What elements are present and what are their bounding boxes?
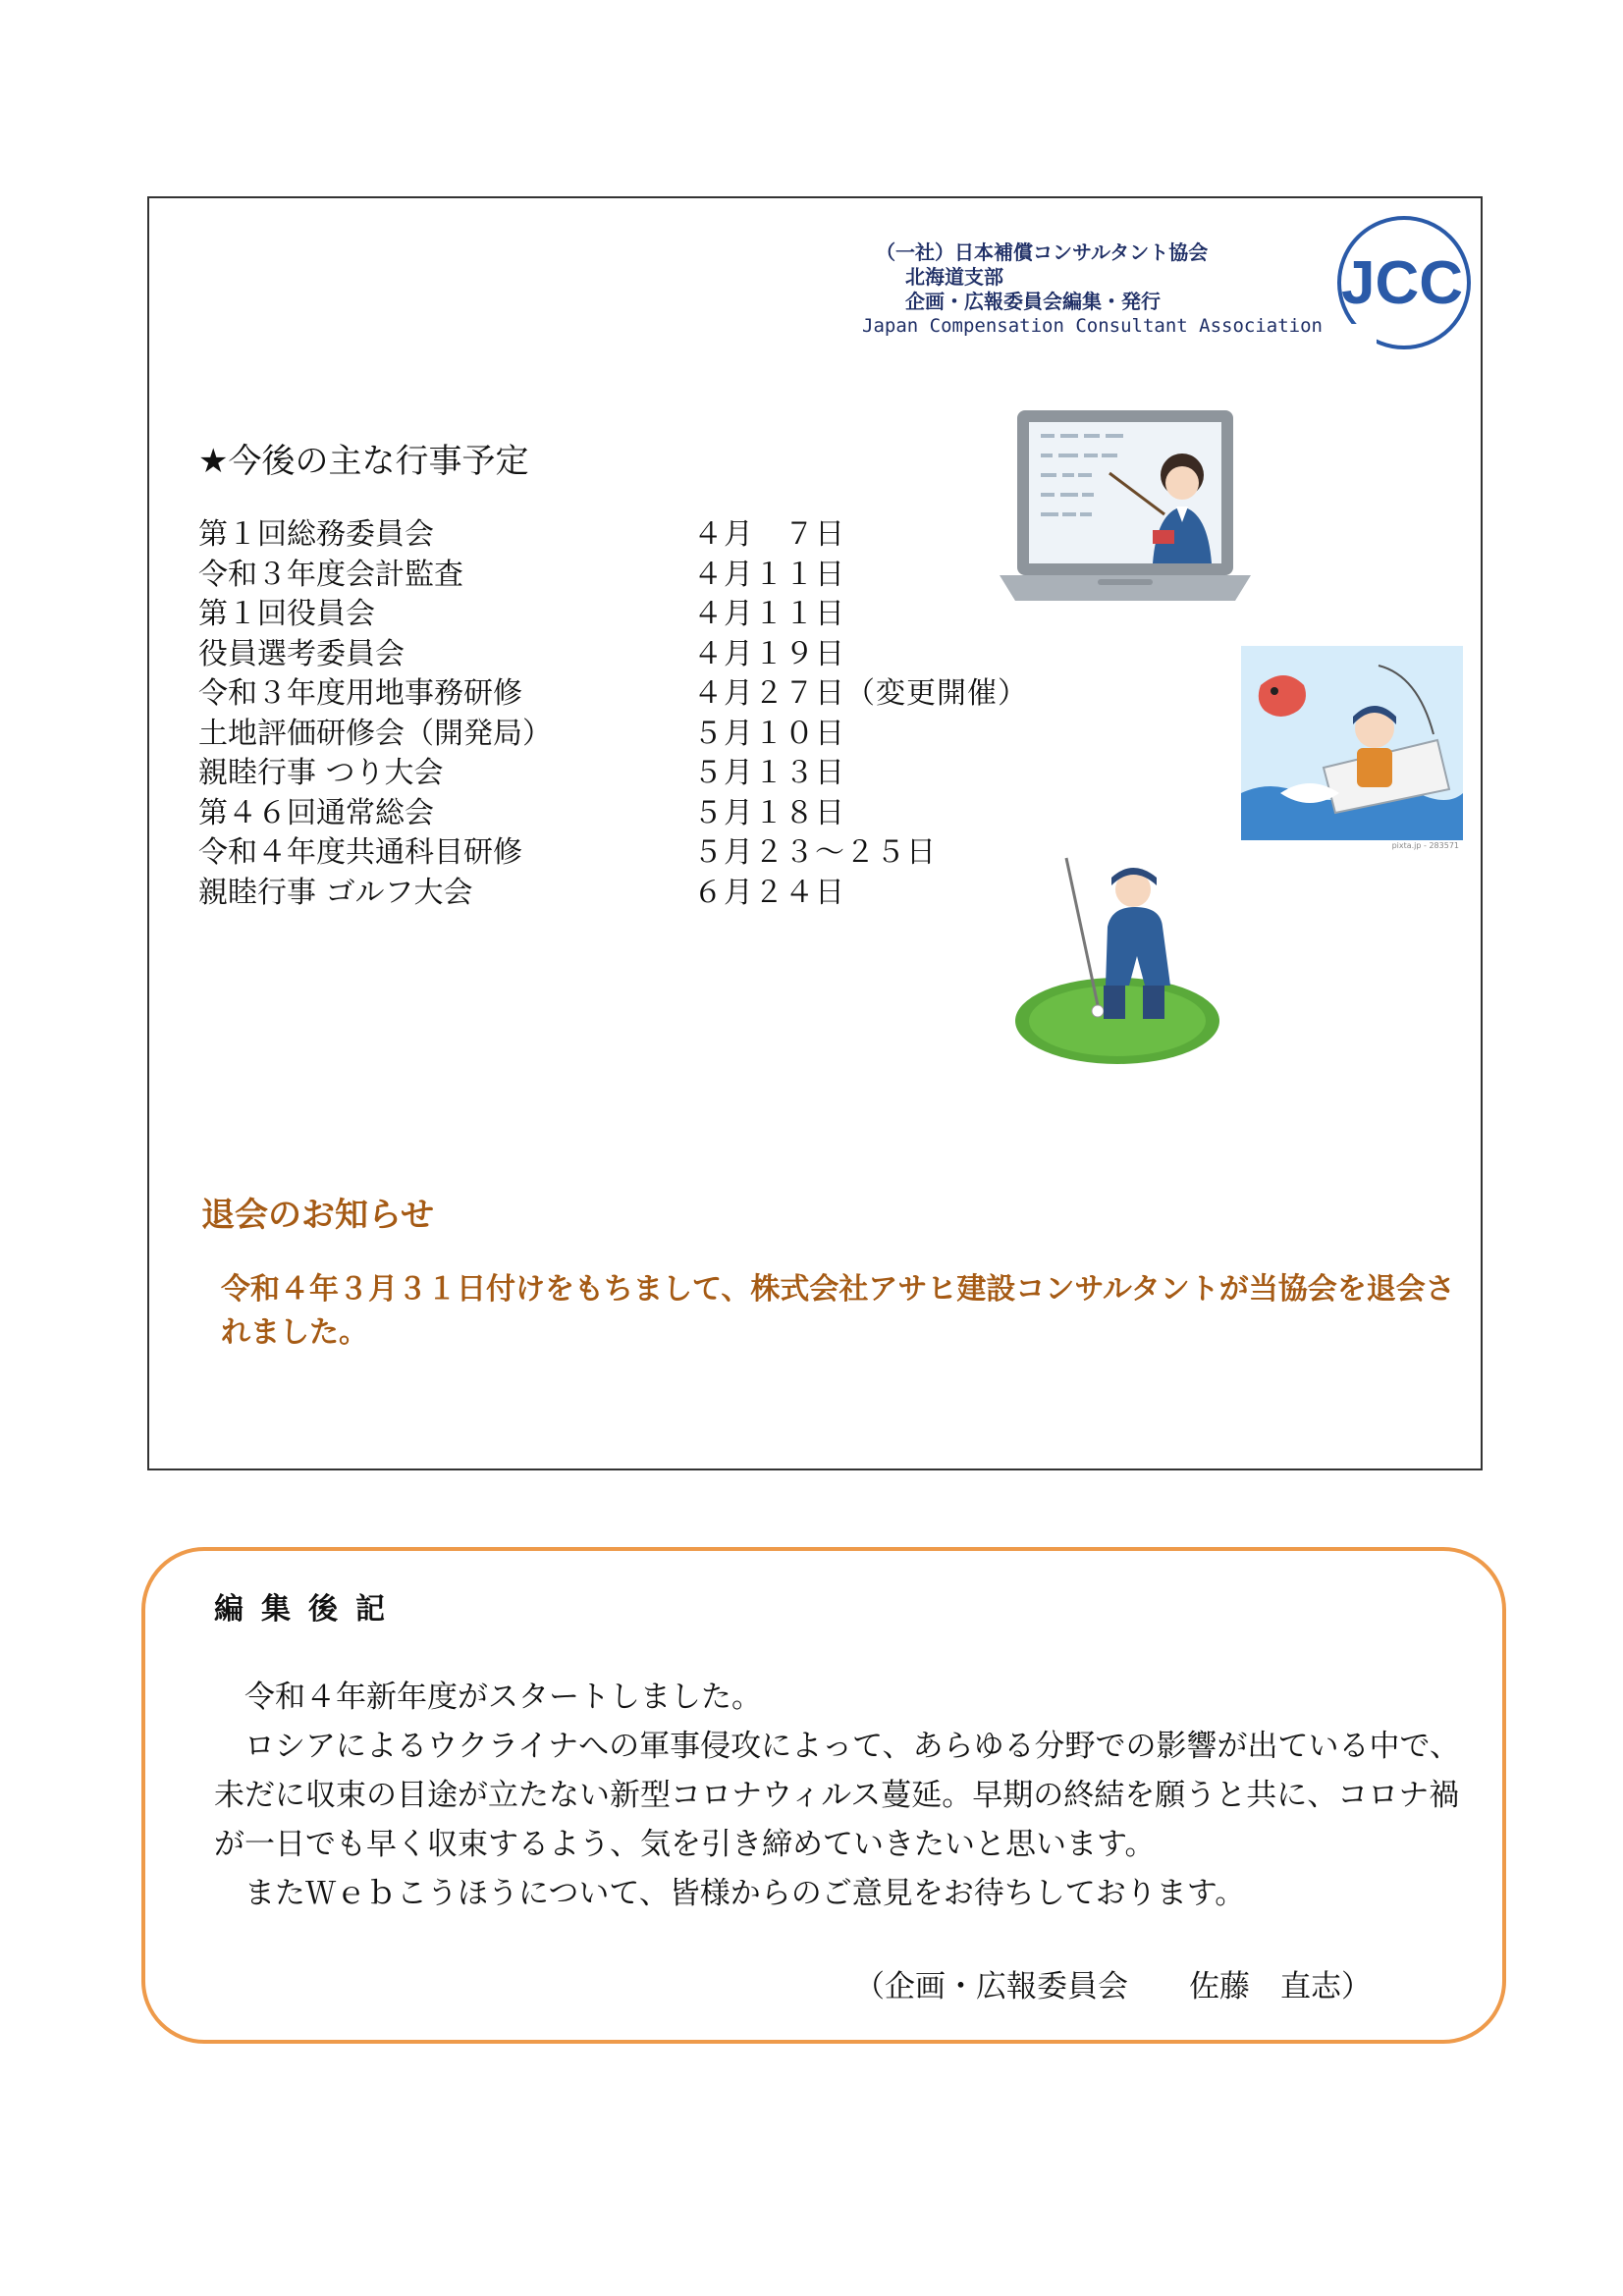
event-date: ５月１０日 [693,716,845,751]
org-branch: 北海道支部 [905,265,1003,289]
notice-body: 令和４年３月３１日付けをもちまして、株式会社アサヒ建設コンサルタントが当協会を退会されました。 [221,1272,1455,1350]
event-name: 役員選考委員会 [198,636,405,671]
org-name: （一社）日本補償コンサルタント協会 [876,240,1209,264]
schedule-row [198,715,1028,755]
org-committee: 企画・広報委員会編集・発行 [905,290,1161,313]
event-name: 第４６回通常総会 [198,795,434,830]
jcc-logo [1324,214,1481,357]
schedule-row [198,874,1028,914]
schedule-row [198,635,1028,675]
event-name: 親睦行事 つり大会 [198,756,444,790]
event-date: ５月１８日 [693,795,845,830]
laptop-teacher-illustration [1000,404,1251,611]
event-name: 令和３年度用地事務研修 [198,676,522,711]
fishing-illustration [1241,646,1463,856]
org-english-name: Japan Compensation Consultant Association [862,315,1323,337]
event-date: ４月１１日 [693,597,845,631]
schedule-row [198,556,1028,596]
editorial-title: 編集後記 [214,1592,403,1627]
event-name: 第１回役員会 [198,597,375,631]
svg-text:JCC: JCC [1340,249,1464,317]
schedule-row [198,833,1028,874]
editorial-paragraph: またＷｅｂこうほうについて、皆様からのご意見をお待ちしております。 [244,1876,1246,1911]
notice-title: 退会のお知らせ [201,1196,434,1235]
schedule-row [198,595,1028,635]
event-date: ５月１３日 [693,756,845,790]
event-date: ４月１１日 [693,557,845,592]
publisher-info [862,240,1333,339]
editorial-body [214,1673,1481,1918]
event-date: ５月２３～２５日 [693,835,937,870]
schedule-row [198,794,1028,834]
event-name: 令和４年度共通科目研修 [198,835,522,870]
event-name: 親睦行事 ゴルフ大会 [198,875,473,910]
schedule-row [198,515,1028,556]
event-date: ６月２４日 [693,875,845,910]
event-name: 第１回総務委員会 [198,517,434,552]
editorial-paragraph: 令和４年新年度がスタートしました。 [244,1680,762,1715]
event-date: ４月２７日（変更開催） [693,676,1028,711]
event-name: 令和３年度会計監査 [198,557,463,592]
event-date: ４月 ７日 [693,517,845,552]
schedule-row [198,674,1028,715]
schedule-row [198,754,1028,794]
schedule-list [198,515,1028,913]
editorial-paragraph: ロシアによるウクライナへの軍事侵攻によって、あらゆる分野での影響が出ている中で、未だに収束の目途が立たない新型コロナウィルス蔓延。早期の終結を願うと共に、コロナ禍が一日でも早く収束するよう、気を引き締めていきたいと思います。 [214,1729,1460,1862]
event-date: ４月１９日 [693,636,845,671]
event-name: 土地評価研修会（開発局） [198,716,552,751]
schedule-title: ★今後の主な行事予定 [198,442,529,481]
editorial-signature: （企画・広報委員会 佐藤 直志） [854,1969,1372,2004]
golf-illustration [1013,828,1231,1068]
image-credit: pixta.jp - 283571 [1391,841,1459,850]
